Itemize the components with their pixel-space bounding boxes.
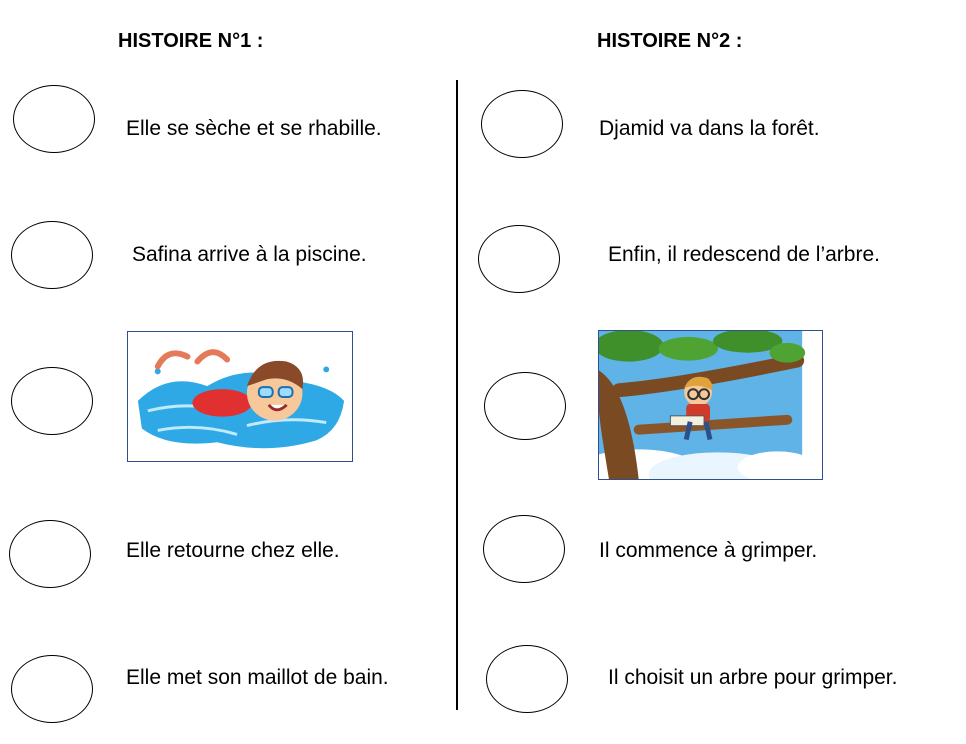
story2-sentence-2: Enfin, il redescend de l’arbre. bbox=[608, 243, 880, 266]
story2-sentence-1: Djamid va dans la forêt. bbox=[599, 117, 820, 140]
order-circle-2-4[interactable] bbox=[483, 515, 565, 583]
story1-sentence-3: Elle retourne chez elle. bbox=[126, 539, 340, 562]
column-divider bbox=[456, 80, 458, 710]
story2-sentence-3: Il commence à grimper. bbox=[599, 539, 818, 562]
order-circle-2-5[interactable] bbox=[486, 645, 568, 713]
order-circle-2-1[interactable] bbox=[481, 90, 563, 158]
story1-sentence-2: Safina arrive à la piscine. bbox=[132, 243, 367, 266]
boy-in-tree-illustration bbox=[598, 330, 823, 480]
order-circle-2-3[interactable] bbox=[484, 372, 566, 440]
order-circle-1-2[interactable] bbox=[11, 221, 93, 289]
order-circle-1-4[interactable] bbox=[9, 520, 91, 588]
swimming-girl-illustration bbox=[127, 331, 353, 462]
order-circle-1-3[interactable] bbox=[11, 367, 93, 435]
order-circle-1-1[interactable] bbox=[13, 85, 95, 153]
story2-sentence-4: Il choisit un arbre pour grimper. bbox=[608, 666, 898, 689]
story1-sentence-1: Elle se sèche et se rhabille. bbox=[126, 117, 382, 140]
story2-title: HISTOIRE N°2 : bbox=[597, 30, 743, 52]
story1-title: HISTOIRE N°1 : bbox=[118, 30, 264, 52]
order-circle-2-2[interactable] bbox=[478, 225, 560, 293]
story1-sentence-4: Elle met son maillot de bain. bbox=[126, 666, 389, 689]
order-circle-1-5[interactable] bbox=[11, 655, 93, 723]
